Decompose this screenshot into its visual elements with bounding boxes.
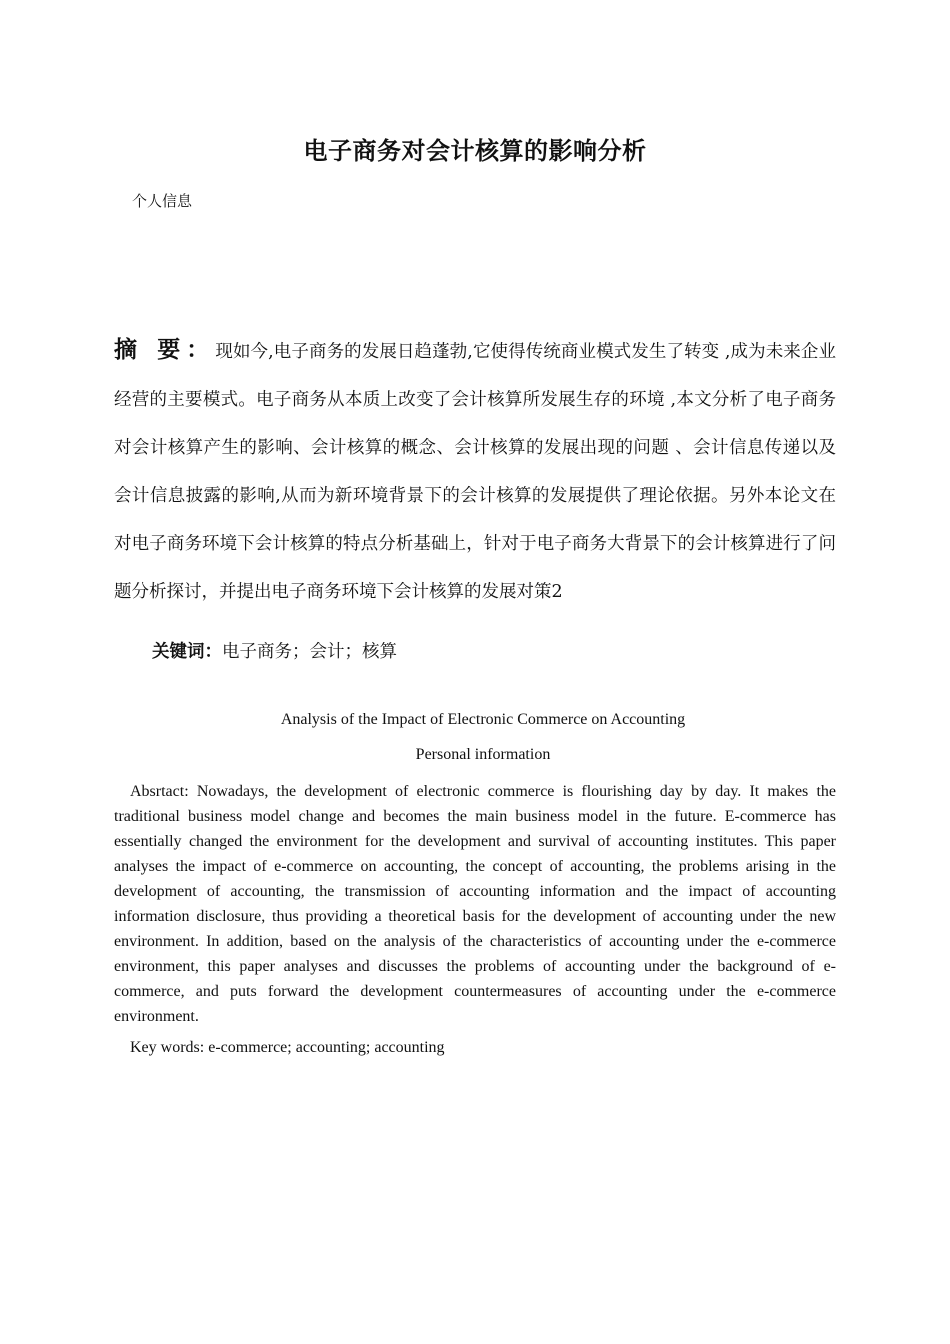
chinese-abstract-text: 现如今,电子商务的发展日趋蓬勃,它使得传统商业模式发生了转变 ,成为未来企业经营的主要模式。电子商务从本质上改变了会计核算所发展生存的环境 ,本文分析了电子商务对会计核算产生的影响、会计核算的概念、会计核算的发展出现的问题 、会计信息传递以及会计信息披露的影响,从而为新环境背景下的会计核算的发展提供了理论依据。另外本论文在对电子商务环境下会计核算的特点分析基础上，针对于电子商务大背景下的会计核算进行了问题分析探讨，并提出电子商务环境下会计核算的发展对策2 <box>114 342 836 602</box>
chinese-abstract-label: 摘 要： <box>114 337 216 363</box>
chinese-keywords-label: 关键词： <box>152 642 222 662</box>
english-personal-info: Personal information <box>415 746 551 763</box>
chinese-keywords <box>152 638 397 663</box>
chinese-abstract <box>114 326 836 616</box>
english-title: Analysis of the Impact of Electronic Commerce on Accounting <box>280 711 686 728</box>
english-abstract: Absrtact: Nowadays, the development of electronic commerce is flourishing day by day. It makes the traditional business model change and becomes the main business model in the future. E-commerce has essentially changed the environment for the development and survival of accounting institutes. This paper analyses the impact of e-commerce on accounting, the concept of accounting, the problems arising in the development of accounting, the transmission of accounting information and the impact of accounting information disclosure, thus providing a theoretical basis for the development of accounting under the new environment. In addition, based on the analysis of the characteristics of accounting under the e-commerce environment, this paper analyses and discusses the problems of accounting under the background of e-commerce, and puts forward the development countermeasures of accounting under the e-commerce environment. <box>114 783 836 1025</box>
english-keywords: Key words: e-commerce; accounting; accounting <box>130 1039 445 1056</box>
chinese-title: 电子商务对会计核算的影响分析 <box>303 137 647 165</box>
chinese-keywords-text: 电子商务；会计；核算 <box>222 642 397 662</box>
chinese-personal-info: 个人信息 <box>132 192 193 210</box>
